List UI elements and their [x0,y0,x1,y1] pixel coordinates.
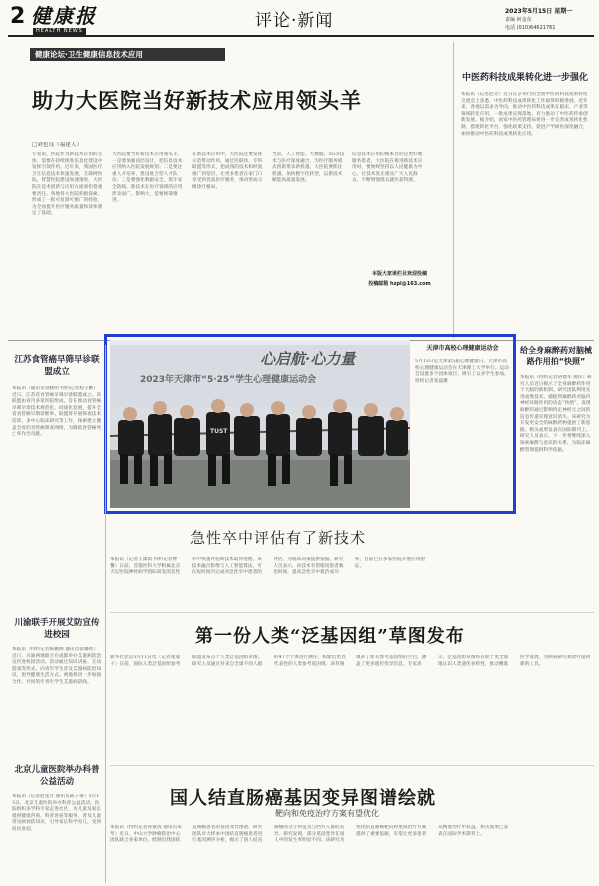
brief-sichuan-chongqing [12,618,102,708]
editor-credit: 责编 何金东 [505,17,532,23]
caption-title: 天津市高校心理健康运动会 [426,345,499,352]
newspaper-logo: 健康报 [31,4,97,28]
shirt-text: TUST [210,428,228,435]
brief-headline: 中医药科技成果转化进一步强化 [461,73,588,83]
lead-commentary [30,40,450,340]
brief-headline: 江苏食管癌早筛早诊联盟成立 [14,355,100,377]
lead-byline: □刘也良（福建人） [32,142,83,148]
news-photo [110,340,410,508]
banner-text-slogan: 心启航·心力量 [260,350,356,368]
banner-text-event: 2023年天津市“5·25”学生心理健康运动会 [140,375,317,385]
issue-date: 2023年5月15日 星期一 [505,8,573,15]
brief-body: 本报讯（通讯员曾晓明 特约记者程守勤）近日，江苏省食管癌早筛早诊联盟成立。该联盟由省内多家医院组成，旨在推动食管癌早筛早诊技术规范化、同质化发展，提升全省食管癌早期诊断率。联盟将开展筛查技术培训、多中心临床研究等工作，探索建立覆盖全省的食管癌筛查网络，为降低食管癌死亡率作出贡献。 [12,386,102,438]
lead-headline: 助力大医院当好新技术应用领头羊 [32,88,362,113]
logo-subtitle: HEALTH NEWS [33,28,86,35]
brief-beijing-childrens [12,765,102,883]
column-banner: 健康论坛·卫生健康信息技术应用 [30,48,225,61]
section-rule [110,765,594,766]
lead-column-5: 信息技术应用的根本目的是更好地服务患者。大医院在推进新技术应用时，要始终坚持以人民健康为中心，让技术真正惠及广大人民群众，不断增强群众就医获得感。 [352,152,423,184]
stroke-article [110,515,510,610]
caption-body: 5月13日是天津第5届心理健康日，天津市高校心理健康运动会在天津理工大学举行。运动会设置多个团体项目，吸引了众多学生参加。特约记者张磊摄 [415,359,509,384]
article-body: 本报讯（特约记者孙蒙清 通讯员朱琴）近日，中山大学肿瘤防治中心团队联合多家单位，绘制出我国结直肠癌患者的基因变异图谱。研究团队对大样本中国结直肠癌患者进行基因测序分析，揭示了国人结直肠癌的分子特征及与西方人群的差异。研究发现，部分基因变异在国人中的发生率明显不同。该研究为优化结直肠癌靶向和免疫治疗方案提供了重要依据，有望让更多患者从精准治疗中获益。相关成果已发表在国际学术期刊上。 [110,825,509,844]
editor-phone: 电话 (010)64621761 [505,25,556,31]
brief-body: 本报讯（特约记者胡德军 熊伟）研究人员近日揭示了全身麻醉药作用于大脑的新机制。研究团队利用先进成像技术，捕捉到麻醉药对脑内神经环路作用的动态“快照”，发现麻醉药通过影响特定神经元之间的信息传递实现意识消失。该研究为开发更安全的麻醉药物提供了新思路，相关成果发表在国际期刊上。研究人员表示，下一步将继续深入探索麻醉与意识的关系，为临床麻醉管理提供科学依据。 [520,375,592,453]
brief-headline: 川渝联手开展艾防宣传进校园 [14,618,100,640]
article-body: 新华社北京5月11日电（记者张漫子）日前，国际人类泛基因组参考联盟发布首个人类泛基因组草图。研究人员通过对来自全球不同人群的47个个体进行测序，构建出更具代表性的人类参考基因组。该草图填补了原有参考基因组的空白，涵盖了更多遗传变异信息。专家表示，泛基因组草图将有助于更全面地认识人类遗传多样性，推动精准医学发展，为疾病研究和诊疗提供新的工具。 [110,655,591,667]
brief-headline: 北京儿童医院举办科普公益活动 [14,765,100,787]
page-number: 2 [10,4,26,29]
brief-body: 本报讯（特约记者陈鹏洲 通讯员张璐瑶）近日，川渝两地联合在成都举办艾滋病防治宣传进校园活动。活动通过知识讲座、互动游戏等形式，向青年学生普及艾滋病防治知识，倡导健康生活方式。两地将进一步加强合作，共同筑牢青年学生艾滋病防线。 [12,647,102,685]
article-headline: 急性卒中评估有了新技术 [190,529,367,547]
submission-label: 本版大家谈栏目欢迎投稿 [371,271,427,277]
lead-column-2: 大医院要当好新技术应用领头羊，一是要加强顶层设计，把信息技术应用纳入医院发展规划；二是要注重人才培养，建设复合型人才队伍；三是要强化数据安全，筑牢安全防线。新技术在医疗领域的应用涉及面广、影响大，需要统筹推进。 [112,152,183,204]
article-body: 本报讯（记者王潇雨 特约记者曹馨）日前，首都医科大学附属北京天坛医院神经病学团队研发的急性卒中快速评估新技术取得进展。该技术融合影像与人工智能算法，可在短时间内完成对急性卒中患者的评估，为临床决策提供依据。研究人员表示，该技术有望缩短患者救治时间，提高急性卒中救治成功率，目前已在多家医院开展应用验证。 [110,557,426,576]
left-column-divider [105,345,106,883]
lead-column-3: 在新技术应用中，大医院还要发挥示范带动作用，通过医联体、专科联盟等形式，把成熟的技术和经验推广到基层，让更多患者在家门口享受到优质医疗服务，推动形成分级诊疗格局。 [192,152,263,190]
brief-body: 本报讯（记者赵芳）近日在京举行的全国中医药科技成果转化交流会上获悉，中医药科技成果转化工作取得积极进展。近年来，各地以需求为导向，推动中医药科技成果在临床、产业等领域转化应用，一批成果实现落地，有力推动了中医药传承创新发展。据介绍，国家中医药管理局将进一步完善成果转化机制，搭建转化平台，强化政策支持，促进产学研医深度融合，加快推动中医药科技成果转化应用。 [461,92,588,137]
vertical-divider [453,42,454,338]
masthead [0,0,599,38]
colorectal-article [110,770,594,884]
article-headline: 国人结直肠癌基因变异图谱绘就 [170,788,436,809]
submission-email: 投稿邮箱 hzpl@163.com [368,281,431,287]
brief-body: 本报讯（记者赵星月 通讯员陈子豪）5月13日，北京儿童医院举办科普公益活动。医院组织多学科专家走进社区，为儿童及家长提供健康咨询、科普讲座等服务，普及儿童常见病预防知识，引导家长科学育儿，受到居民欢迎。 [12,794,102,832]
lead-column-4: 当前，人工智能、大数据、5G等技术与医疗深度融合，为医疗服务模式创新带来新机遇。大医院要抓住机遇，加快数字化转型，以新技术赋能高质量发展。 [272,152,345,184]
photo-caption [415,345,510,505]
brief-tcm-tech [461,42,589,338]
section-rule [110,612,594,613]
submission-note [352,270,447,287]
section-title: 评论·新闻 [255,11,334,31]
pangenome-article [110,620,594,760]
masthead-rule [8,35,594,37]
brief-headline: 给全身麻醉药对脑械路作用拍“快照” [520,346,592,366]
lead-column-1: 专家说，医院作为新技术应用的主体，需要在持续推进信息化建设中发挥引领作用。近年来，我国医疗卫生信息技术快速发展，互联网医院、智慧医院建设加速推进，大医院在技术创新与应用方面承担着重要责任。各地各大医院积极探索，形成了一批可复制可推广的经验，为全面提升医疗服务质量和效率奠定了基础。 [32,152,103,217]
article-headline: 第一份人类“泛基因组”草图发布 [195,626,465,647]
brief-anesthesia [520,345,592,615]
article-subtitle: 靶向和免疫治疗方案有望优化 [275,809,379,818]
brief-jiangsu [12,350,102,620]
